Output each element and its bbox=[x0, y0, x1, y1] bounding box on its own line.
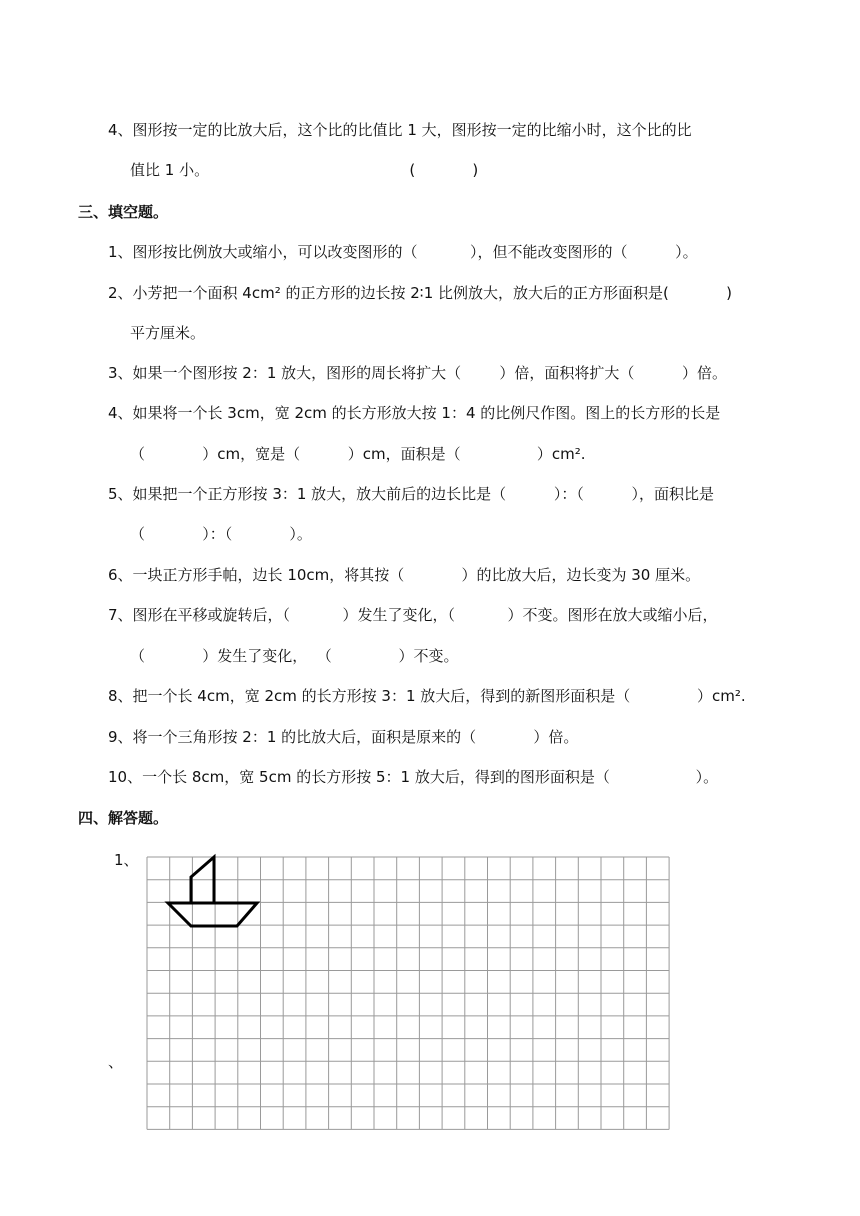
fill-7-cont: （ ）发生了变化， （ ）不变。 bbox=[130, 647, 459, 665]
fill-4-cont: （ ）cm，宽是（ ）cm，面积是（ ）cm². bbox=[130, 445, 586, 463]
question-1-label: 1、 bbox=[114, 851, 139, 869]
fill-10: 10、一个长 8cm，宽 5cm 的长方形按 5：1 放大后，得到的图形面积是（ ）。 bbox=[108, 768, 719, 786]
fill-1: 1、图形按比例放大或缩小，可以改变图形的（ ），但不能改变图形的（ ）。 bbox=[108, 243, 698, 261]
fill-9: 9、将一个三角形按 2：1 的比放大后，面积是原来的（ ）倍。 bbox=[108, 728, 579, 746]
section-4-title: 四、解答题。 bbox=[78, 809, 169, 827]
fill-2-cont: 平方厘米。 bbox=[130, 324, 206, 342]
fill-5-cont: （ ）：（ ）。 bbox=[130, 525, 312, 543]
fill-7: 7、图形在平移或旋转后，（ ）发生了变化，（ ）不变。图形在放大或缩小后， bbox=[108, 606, 718, 624]
section-3-title: 三、填空题。 bbox=[78, 203, 169, 221]
fill-5: 5、如果把一个正方形按 3：1 放大，放大前后的边长比是（ ）：（ ），面积比是 bbox=[108, 485, 715, 503]
fill-4: 4、如果将一个长 3cm，宽 2cm 的长方形放大按 1：4 的比例尺作图。图上的长方形的长是 bbox=[108, 404, 721, 422]
statement-4-cont: 值比 1 小。 ( ) bbox=[130, 161, 479, 179]
boat-hull bbox=[168, 903, 257, 926]
statement-4: 4、图形按一定的比放大后，这个比的比值比 1 大，图形按一定的比缩小时，这个比的比 bbox=[108, 121, 692, 139]
fill-6: 6、一块正方形手帕，边长 10cm，将其按（ ）的比放大后，边长变为 30 厘米。 bbox=[108, 566, 701, 584]
fill-8: 8、把一个长 4cm，宽 2cm 的长方形按 3：1 放大后，得到的新图形面积是（ ）cm². bbox=[108, 687, 746, 705]
fill-3: 3、如果一个图形按 2：1 放大，图形的周长将扩大（ ）倍，面积将扩大（ ）倍。 bbox=[108, 364, 727, 382]
question-1-mark: 、 bbox=[108, 1053, 124, 1071]
grid-lines bbox=[147, 857, 669, 1129]
fill-2: 2、小芳把一个面积 4cm² 的正方形的边长按 2∶1 比例放大，放大后的正方形面积是( ) bbox=[108, 284, 732, 302]
